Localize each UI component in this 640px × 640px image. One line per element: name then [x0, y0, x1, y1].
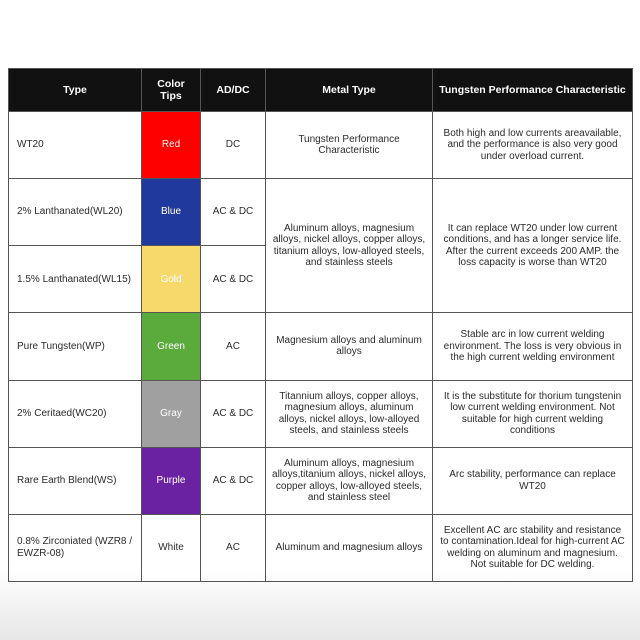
type-cell: 2% Ceritaed(WC20): [9, 380, 142, 447]
color-tip-cell: Green: [142, 313, 201, 380]
performance-cell: Both high and low currents areavailable, and the performance is also very good under overload current.: [433, 112, 633, 179]
current-cell: AC & DC: [201, 246, 266, 313]
table-header-row: [9, 69, 633, 112]
metal-type-cell: Tungsten Performance Characteristic: [266, 112, 433, 179]
type-cell: Rare Earth Blend(WS): [9, 447, 142, 514]
table-row: [9, 514, 633, 581]
performance-cell: It is the substitute for thorium tungstenin low current welding environment. Not suitable for high current welding conditions: [433, 380, 633, 447]
color-tip-cell: Blue: [142, 179, 201, 246]
type-cell: WT20: [9, 112, 142, 179]
performance-cell: Stable arc in low current welding environment. The loss is very obvious in the high current welding environment: [433, 313, 633, 380]
header-ad-dc: AD/DC: [201, 69, 266, 112]
performance-cell: It can replace WT20 under low current conditions, and has a longer service life. After the current exceeds 200 AMP. the loss capacity is worse than WT20: [433, 179, 633, 313]
current-cell: AC: [201, 514, 266, 581]
type-cell: 0.8% Zirconiated (WZR8 / EWZR-08): [9, 514, 142, 581]
header-type: Type: [9, 69, 142, 112]
color-tip-cell: White: [142, 514, 201, 581]
color-tip-cell: Purple: [142, 447, 201, 514]
metal-type-cell: Titannium alloys, copper alloys, magnesium alloys, aluminum alloys, nickel alloys, low-alloyed steels, and stainless steels: [266, 380, 433, 447]
table-row: [9, 447, 633, 514]
color-tip-cell: Gold: [142, 246, 201, 313]
header-metal-type: Metal Type: [266, 69, 433, 112]
performance-cell: Excellent AC arc stability and resistance to contamination.Ideal for high-current AC welding on aluminum and magnesium. Not suitable for DC welding.: [433, 514, 633, 581]
metal-type-cell: Aluminum alloys, magnesium alloys, nickel alloys, copper alloys, titanium alloys, low-alloyed steels, and stainless steels: [266, 179, 433, 313]
color-tip-cell: Gray: [142, 380, 201, 447]
current-cell: AC & DC: [201, 447, 266, 514]
metal-type-cell: Magnesium alloys and aluminum alloys: [266, 313, 433, 380]
current-cell: AC: [201, 313, 266, 380]
current-cell: AC & DC: [201, 179, 266, 246]
table-row: [9, 112, 633, 179]
table-row: [9, 179, 633, 246]
metal-type-cell: Aluminum and magnesium alloys: [266, 514, 433, 581]
performance-cell: Arc stability, performance can replace WT20: [433, 447, 633, 514]
header-performance: Tungsten Performance Characteristic: [433, 69, 633, 112]
tungsten-spec-table: [8, 68, 633, 582]
header-color-tips: Color Tips: [142, 69, 201, 112]
type-cell: 1.5% Lanthanated(WL15): [9, 246, 142, 313]
metal-type-cell: Aluminum alloys, magnesium alloys,titanium alloys, nickel alloys, copper alloys, low-alloyed steels, and stainless steel: [266, 447, 433, 514]
table-row: [9, 313, 633, 380]
current-cell: AC & DC: [201, 380, 266, 447]
type-cell: Pure Tungsten(WP): [9, 313, 142, 380]
table-row: [9, 380, 633, 447]
current-cell: DC: [201, 112, 266, 179]
color-tip-cell: Red: [142, 112, 201, 179]
type-cell: 2% Lanthanated(WL20): [9, 179, 142, 246]
